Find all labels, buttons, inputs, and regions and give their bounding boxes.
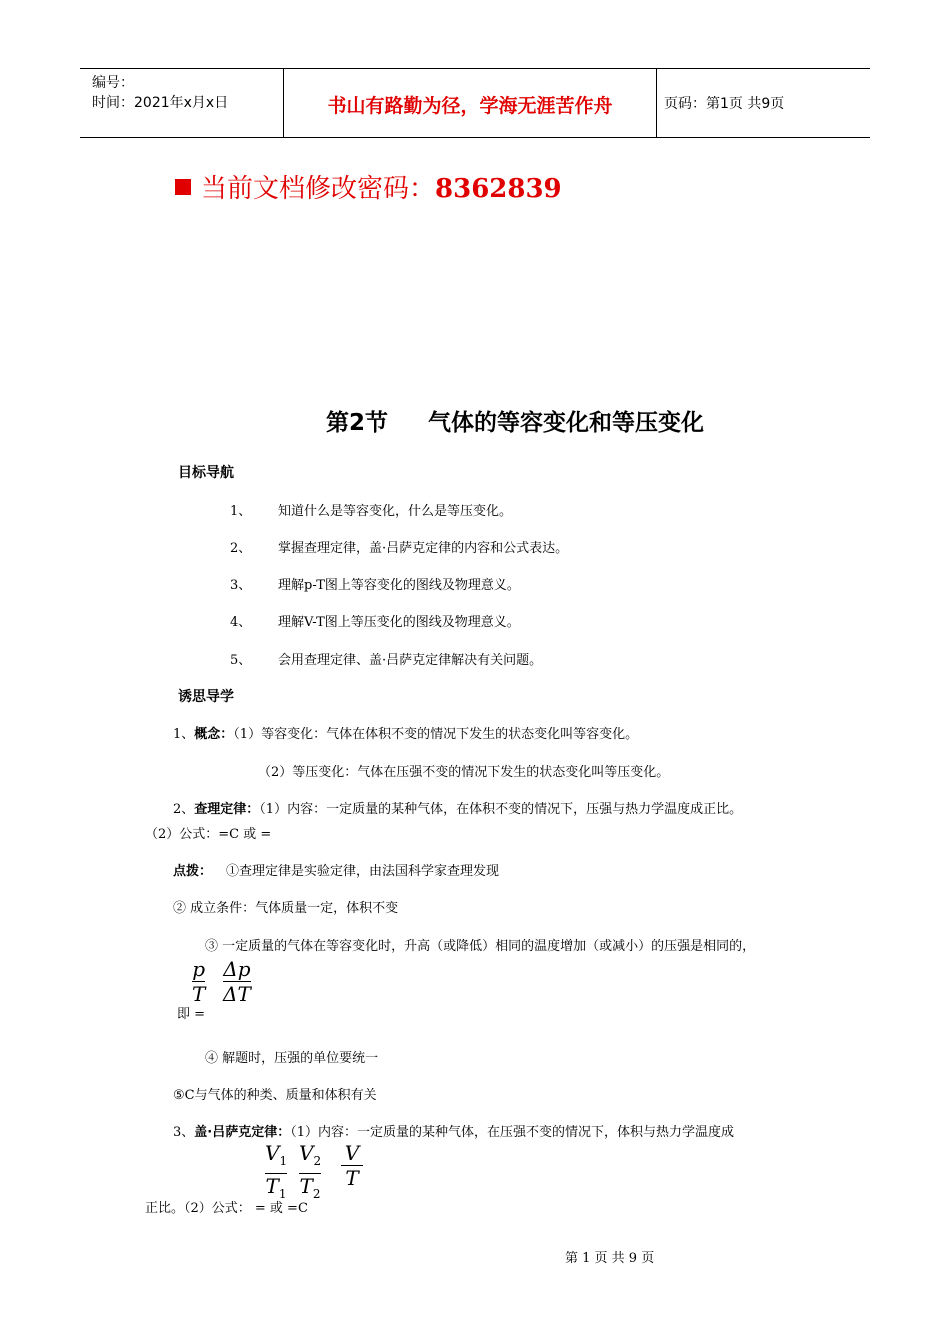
gay-lussac-label: 盖·吕萨克定律： <box>194 1125 291 1140</box>
list-item: 3、 理解p-T图上等容变化的图线及物理意义。 <box>230 578 520 593</box>
formula-dp-over-dt: Δp ΔT <box>223 957 251 1006</box>
section-number: 第2节 <box>326 410 389 436</box>
list-item: 5、 会用查理定律、盖·吕萨克定律解决有关问题。 <box>230 653 543 668</box>
gay-lussac-formula: 正比。（2）公式： = 或 =C <box>145 1201 308 1216</box>
tip-line: 即 = <box>177 1007 206 1022</box>
list-item: 2、 掌握查理定律，盖·吕萨克定律的内容和公式表达。 <box>230 541 569 556</box>
charles-law: 2、查理定律：（1）内容：一定质量的某种气体，在体积不变的情况下，压强与热力学温度成正比。 <box>173 802 743 817</box>
tip-line: 点拨： ①查理定律是实验定律，由法国科学家查理发现 <box>173 864 500 879</box>
charles-label: 查理定律： <box>194 802 260 817</box>
section-name: 气体的等容变化和等压变化 <box>428 410 705 436</box>
page-label: 页码：第1页 共9页 <box>664 96 785 112</box>
gay-lussac-law: 3、盖·吕萨克定律：（1）内容：一定质量的某种气体，在压强不变的情况下，体积与热力学温度成 <box>173 1125 735 1140</box>
page-title <box>326 404 704 437</box>
tip-label: 点拨： <box>173 864 213 879</box>
header-divider <box>656 69 657 137</box>
guide-heading: 诱思导学 <box>178 689 234 705</box>
password-code: 8362839 <box>435 174 562 204</box>
time-label: 时间：2021年x月x日 <box>92 95 229 111</box>
document-header <box>80 68 870 138</box>
formula-v-over-t: V T <box>341 1142 363 1189</box>
password-notice <box>175 168 562 205</box>
list-item: 1、 知道什么是等容变化，什么是等压变化。 <box>230 504 513 519</box>
password-label: 当前文档修改密码： <box>201 174 436 204</box>
formula-v1-over-t1: $V_1$ $T_1$ <box>265 1141 288 1201</box>
header-meta <box>92 73 228 113</box>
formula-p-over-t: p T <box>192 957 206 1006</box>
objectives-heading: 目标导航 <box>178 465 234 481</box>
formula-v2-over-t2: $V_2$ $T_2$ <box>299 1141 322 1201</box>
tip-line: ④ 解题时，压强的单位要统一 <box>205 1051 379 1066</box>
concept-line-2: （2）等压变化：气体在压强不变的情况下发生的状态变化叫等压变化。 <box>258 765 670 780</box>
number-label: 编号： <box>92 75 134 91</box>
concept-line: 1、概念：（1）等容变化：气体在体积不变的情况下发生的状态变化叫等容变化。 <box>173 727 639 742</box>
tip-line: ③ 一定质量的气体在等容变化时，升高（或降低）相同的温度增加（或减小）的压强是相同的， <box>205 939 756 954</box>
page-footer: 第 1 页 共 9 页 <box>565 1251 655 1266</box>
charles-formula: （2）公式：=C 或 = <box>145 827 272 842</box>
header-motto: 书山有路勤为径，学海无涯苦作舟 <box>327 95 613 117</box>
tip-line: ② 成立条件：气体质量一定，体积不变 <box>173 901 399 916</box>
concept-label: 概念： <box>194 727 234 742</box>
tip-line: ⑤C与气体的种类、质量和体积有关 <box>173 1088 377 1103</box>
red-square-icon <box>175 179 191 195</box>
list-item: 4、 理解V-T图上等压变化的图线及物理意义。 <box>230 615 520 630</box>
